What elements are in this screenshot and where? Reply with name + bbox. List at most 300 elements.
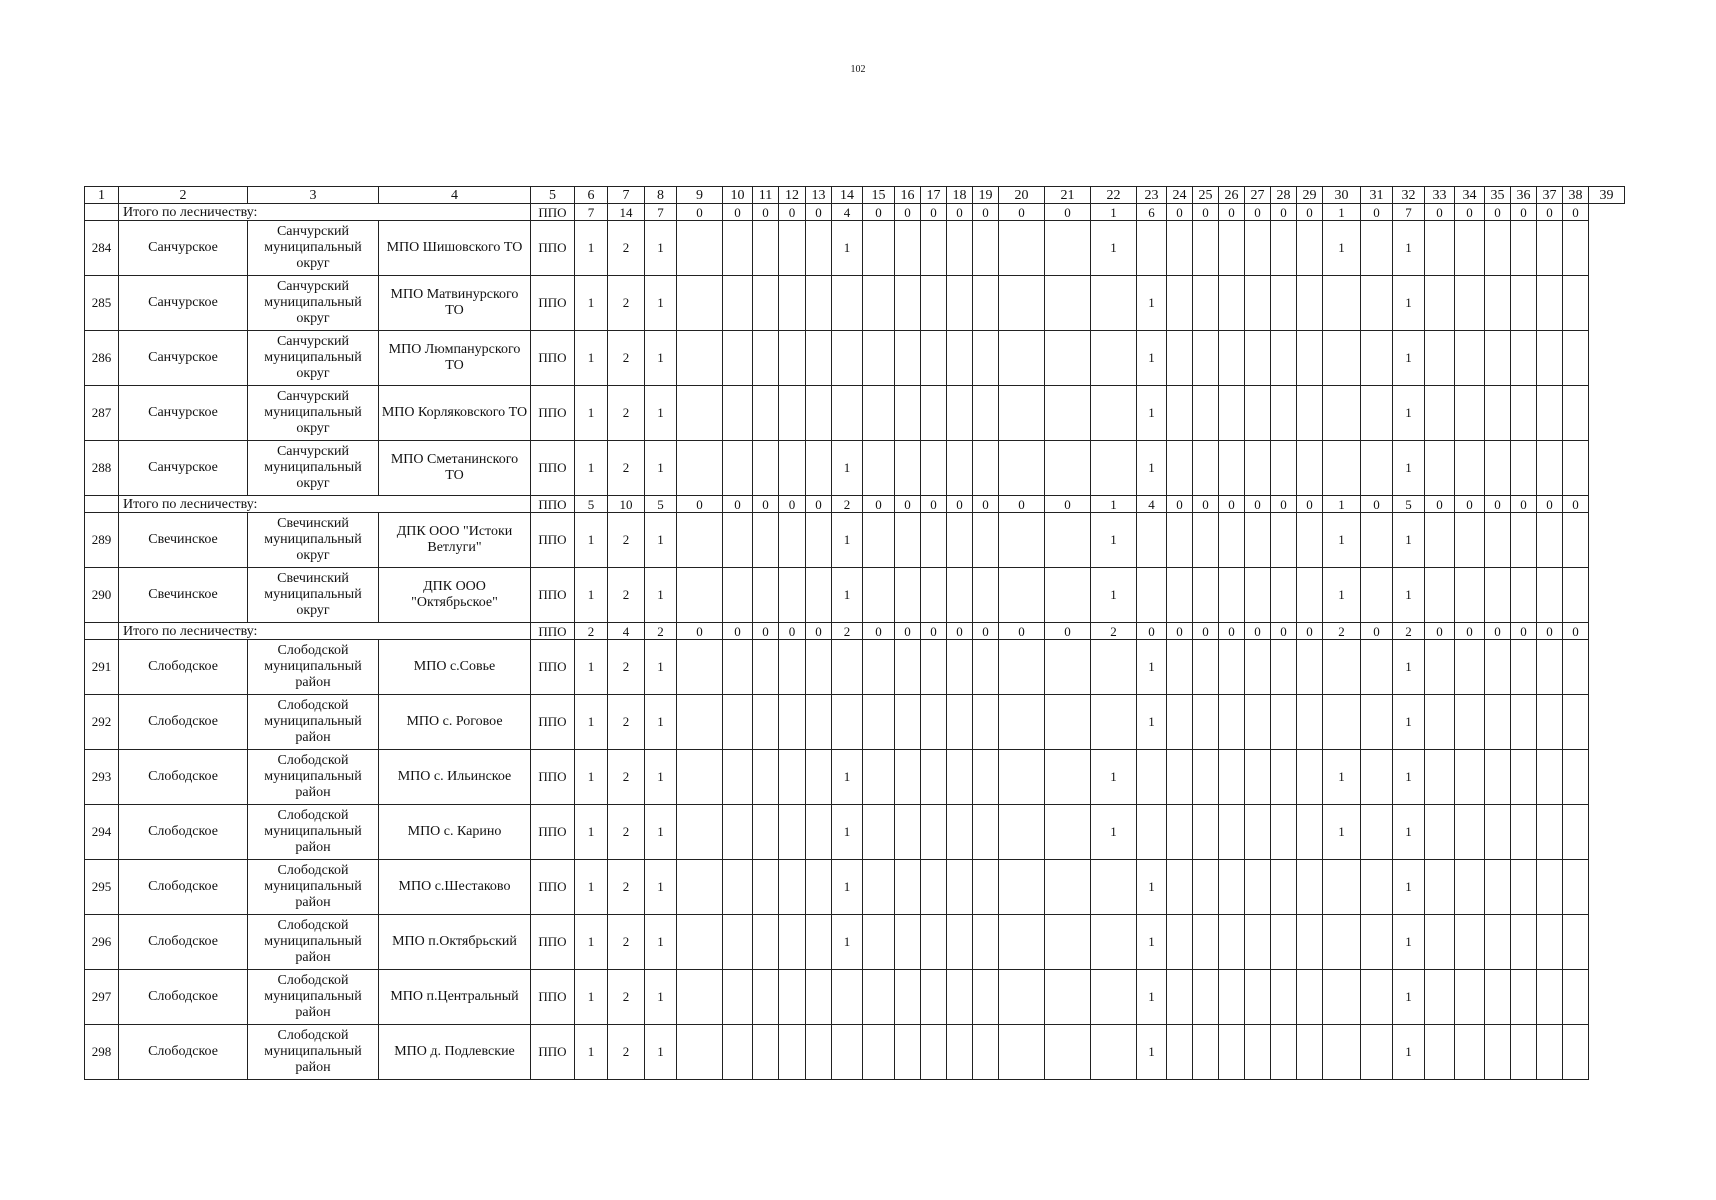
page-number: 102 [850,64,866,75]
table-row [85,441,1625,496]
value-cell [1323,331,1361,386]
municipality-name: Слободской муниципальный район [248,970,379,1025]
empty-cell [85,204,119,221]
value-cell [999,331,1045,386]
municipality-name: Слободской муниципальный район [248,805,379,860]
value-cell: ППО [531,640,575,695]
value-cell: 1 [575,860,608,915]
value-cell: 7 [645,204,677,221]
value-cell [1485,386,1511,441]
value-cell [863,441,895,496]
value-cell [806,386,832,441]
value-cell [1045,860,1091,915]
value-cell: 0 [1511,496,1537,513]
value-cell [1537,276,1563,331]
column-header: 34 [1455,187,1485,204]
value-cell: ППО [531,386,575,441]
value-cell [677,441,723,496]
value-cell [779,221,806,276]
table-row [85,386,1625,441]
value-cell: 0 [973,204,999,221]
value-cell [1425,441,1455,496]
value-cell [677,513,723,568]
value-cell: 0 [999,204,1045,221]
value-cell [1297,276,1323,331]
column-header: 31 [1361,187,1393,204]
value-cell [1425,860,1455,915]
organization-name: МПО Шишовского ТО [379,221,531,276]
value-cell [1219,1025,1245,1080]
column-header: 16 [895,187,921,204]
value-cell [1271,695,1297,750]
value-cell [1167,568,1193,623]
value-cell [1425,805,1455,860]
value-cell [1455,970,1485,1025]
value-cell [1193,221,1219,276]
table-row [85,640,1625,695]
value-cell [1245,276,1271,331]
value-cell [1297,640,1323,695]
value-cell [895,386,921,441]
column-header: 18 [947,187,973,204]
value-cell [1455,640,1485,695]
organization-name: МПО Матвинурского ТО [379,276,531,331]
value-cell: 1 [1091,805,1137,860]
value-cell: 0 [947,496,973,513]
value-cell: 14 [608,204,645,221]
table-row [85,860,1625,915]
row-number: 293 [85,750,119,805]
value-cell: 1 [1137,970,1167,1025]
value-cell [1271,970,1297,1025]
value-cell [1537,640,1563,695]
table-row [85,750,1625,805]
value-cell [779,640,806,695]
value-cell [1511,915,1537,970]
row-number: 298 [85,1025,119,1080]
value-cell [779,276,806,331]
column-header: 30 [1323,187,1361,204]
value-cell [1361,331,1393,386]
value-cell: 0 [1193,623,1219,640]
municipality-name: Слободской муниципальный район [248,860,379,915]
value-cell [999,970,1045,1025]
value-cell [677,331,723,386]
value-cell [1219,568,1245,623]
value-cell: 1 [575,640,608,695]
value-cell [677,386,723,441]
value-cell: 1 [832,750,863,805]
organization-name: МПО д. Подлевские [379,1025,531,1080]
value-cell [753,915,779,970]
value-cell: 0 [863,623,895,640]
municipality-name: Санчурский муниципальный округ [248,386,379,441]
value-cell [1245,805,1271,860]
value-cell [999,860,1045,915]
value-cell [1245,331,1271,386]
value-cell [1425,750,1455,805]
value-cell [1045,915,1091,970]
value-cell [1323,386,1361,441]
value-cell [947,915,973,970]
value-cell: 2 [832,496,863,513]
column-header: 39 [1589,187,1625,204]
value-cell [677,970,723,1025]
value-cell [1245,441,1271,496]
municipality-name: Санчурский муниципальный округ [248,441,379,496]
value-cell: 2 [608,695,645,750]
value-cell: ППО [531,568,575,623]
value-cell: 1 [1393,805,1425,860]
value-cell: 0 [1563,204,1589,221]
value-cell [1219,441,1245,496]
value-cell [1485,441,1511,496]
column-header: 7 [608,187,645,204]
table-row [85,970,1625,1025]
value-cell [1455,695,1485,750]
value-cell: 0 [1511,204,1537,221]
value-cell [1271,513,1297,568]
value-cell [1297,750,1323,805]
column-header: 20 [999,187,1045,204]
value-cell [1455,860,1485,915]
value-cell [1245,750,1271,805]
value-cell [1193,640,1219,695]
value-cell [1245,640,1271,695]
value-cell [779,695,806,750]
forestry-name: Санчурское [119,441,248,496]
value-cell: 0 [1485,204,1511,221]
value-cell: ППО [531,496,575,513]
value-cell: 0 [895,623,921,640]
value-cell [1091,331,1137,386]
value-cell: 1 [1137,860,1167,915]
municipality-name: Санчурский муниципальный округ [248,221,379,276]
column-header: 22 [1091,187,1137,204]
value-cell: 4 [832,204,863,221]
value-cell [921,1025,947,1080]
value-cell [1511,860,1537,915]
value-cell [1271,441,1297,496]
value-cell [895,915,921,970]
value-cell [1511,221,1537,276]
value-cell: 1 [1393,568,1425,623]
value-cell [1193,386,1219,441]
value-cell [1361,640,1393,695]
value-cell: 1 [575,441,608,496]
municipality-name: Слободской муниципальный район [248,695,379,750]
value-cell [1485,695,1511,750]
value-cell: 1 [645,640,677,695]
row-number: 294 [85,805,119,860]
value-cell [1091,386,1137,441]
value-cell [723,915,753,970]
value-cell [863,221,895,276]
value-cell [723,970,753,1025]
value-cell: 0 [973,623,999,640]
value-cell [1537,750,1563,805]
value-cell: 6 [1137,204,1167,221]
value-cell [1511,568,1537,623]
column-header: 10 [723,187,753,204]
value-cell: 1 [832,915,863,970]
value-cell [723,640,753,695]
value-cell [1045,805,1091,860]
organization-name: МПО с. Ильинское [379,750,531,805]
value-cell: 2 [608,860,645,915]
value-cell [973,441,999,496]
value-cell [1167,1025,1193,1080]
value-cell: 1 [645,386,677,441]
value-cell: ППО [531,750,575,805]
value-cell: 1 [832,805,863,860]
value-cell: 1 [1393,750,1425,805]
value-cell [1271,568,1297,623]
value-cell: 1 [1091,750,1137,805]
value-cell [1361,915,1393,970]
value-cell [1511,386,1537,441]
total-label: Итого по лесничеству: [119,496,531,513]
value-cell: 0 [1167,623,1193,640]
value-cell [1271,276,1297,331]
column-header: 32 [1393,187,1425,204]
row-number: 292 [85,695,119,750]
value-cell: 0 [973,496,999,513]
value-cell [1455,915,1485,970]
value-cell: 0 [921,496,947,513]
value-cell [806,970,832,1025]
value-cell [1537,221,1563,276]
value-cell: 0 [947,204,973,221]
column-header: 35 [1485,187,1511,204]
row-number: 290 [85,568,119,623]
row-number: 296 [85,915,119,970]
value-cell [1425,276,1455,331]
value-cell [677,750,723,805]
value-cell: 0 [947,623,973,640]
value-cell [1455,276,1485,331]
value-cell [1455,386,1485,441]
value-cell [921,386,947,441]
value-cell [1511,276,1537,331]
value-cell: 0 [677,623,723,640]
value-cell [973,221,999,276]
value-cell [1563,386,1589,441]
value-cell: 0 [1045,204,1091,221]
value-cell [753,513,779,568]
value-cell [1271,386,1297,441]
value-cell [1297,386,1323,441]
value-cell: 1 [832,513,863,568]
value-cell [921,513,947,568]
value-cell: 0 [1297,623,1323,640]
value-cell [1193,276,1219,331]
value-cell [753,860,779,915]
value-cell: 10 [608,496,645,513]
column-header: 23 [1137,187,1167,204]
forestry-name: Санчурское [119,221,248,276]
value-cell [1485,276,1511,331]
value-cell: 1 [1393,640,1425,695]
value-cell [1271,1025,1297,1080]
value-cell [779,568,806,623]
value-cell: 0 [1167,204,1193,221]
value-cell [1271,860,1297,915]
value-cell [947,276,973,331]
column-header: 19 [973,187,999,204]
value-cell: ППО [531,441,575,496]
value-cell [921,805,947,860]
value-cell [723,805,753,860]
value-cell [779,805,806,860]
value-cell [1425,915,1455,970]
value-cell [1455,1025,1485,1080]
value-cell [999,568,1045,623]
column-header: 36 [1511,187,1537,204]
municipality-name: Санчурский муниципальный округ [248,276,379,331]
column-header: 28 [1271,187,1297,204]
value-cell [1045,640,1091,695]
column-header: 14 [832,187,863,204]
empty-cell [85,496,119,513]
value-cell: 0 [1297,496,1323,513]
value-cell [1563,441,1589,496]
value-cell: 0 [1455,496,1485,513]
forestry-total-row [85,623,1625,640]
value-cell: 0 [863,496,895,513]
forestry-name: Свечинское [119,513,248,568]
value-cell: 1 [1393,860,1425,915]
value-cell [1537,970,1563,1025]
value-cell [921,915,947,970]
value-cell: 1 [1393,386,1425,441]
value-cell: 1 [1323,750,1361,805]
municipality-name: Санчурский муниципальный округ [248,331,379,386]
value-cell: 2 [1323,623,1361,640]
value-cell [1193,915,1219,970]
value-cell [1297,1025,1323,1080]
value-cell [779,970,806,1025]
value-cell: 0 [753,623,779,640]
value-cell: 1 [1393,331,1425,386]
value-cell [973,513,999,568]
value-cell: 2 [1393,623,1425,640]
value-cell [921,568,947,623]
value-cell [1193,805,1219,860]
value-cell [1167,276,1193,331]
value-cell [753,221,779,276]
value-cell [921,750,947,805]
value-cell [1091,970,1137,1025]
forestry-name: Слободское [119,805,248,860]
value-cell [1537,331,1563,386]
value-cell [1297,568,1323,623]
value-cell: 5 [575,496,608,513]
value-cell [1091,860,1137,915]
value-cell: 0 [1297,204,1323,221]
value-cell [973,386,999,441]
value-cell [1091,695,1137,750]
column-header: 5 [531,187,575,204]
value-cell [947,640,973,695]
value-cell [1219,386,1245,441]
value-cell [1537,568,1563,623]
value-cell [1455,750,1485,805]
value-cell: 0 [1537,623,1563,640]
value-cell: 0 [1045,496,1091,513]
value-cell [1167,750,1193,805]
organization-name: МПО с.Совье [379,640,531,695]
value-cell [1563,805,1589,860]
column-header: 25 [1193,187,1219,204]
value-cell [863,695,895,750]
value-cell [832,386,863,441]
value-cell [1167,860,1193,915]
forestry-name: Слободское [119,640,248,695]
table-row [85,1025,1625,1080]
value-cell: 1 [575,386,608,441]
value-cell [863,513,895,568]
value-cell [753,386,779,441]
value-cell [1563,221,1589,276]
value-cell [1537,695,1563,750]
value-cell [806,640,832,695]
value-cell [779,860,806,915]
value-cell: ППО [531,1025,575,1080]
value-cell [1511,805,1537,860]
value-cell [1297,221,1323,276]
value-cell [1485,970,1511,1025]
organization-name: МПО п.Октябрьский [379,915,531,970]
organization-name: ДПК ООО "Истоки Ветлуги" [379,513,531,568]
value-cell: 0 [1361,623,1393,640]
value-cell: 7 [575,204,608,221]
value-cell: 1 [575,331,608,386]
value-cell: 1 [575,276,608,331]
value-cell [677,640,723,695]
total-label: Итого по лесничеству: [119,204,531,221]
value-cell: 2 [832,623,863,640]
value-cell [895,1025,921,1080]
forestry-name: Слободское [119,750,248,805]
value-cell: 2 [608,386,645,441]
value-cell [1485,568,1511,623]
value-cell [1361,568,1393,623]
value-cell [1361,221,1393,276]
value-cell [1563,1025,1589,1080]
forestry-name: Слободское [119,970,248,1025]
value-cell: 1 [1091,513,1137,568]
value-cell [947,386,973,441]
value-cell [806,750,832,805]
value-cell: 7 [1393,204,1425,221]
column-header: 26 [1219,187,1245,204]
value-cell [1045,568,1091,623]
value-cell [947,805,973,860]
value-cell [895,640,921,695]
column-header: 12 [779,187,806,204]
value-cell [1245,1025,1271,1080]
value-cell: 1 [575,513,608,568]
forestry-total-row [85,204,1625,221]
value-cell: 1 [1137,276,1167,331]
value-cell: 1 [1137,441,1167,496]
value-cell [1361,276,1393,331]
value-cell: 1 [575,750,608,805]
value-cell: 1 [1393,221,1425,276]
value-cell [1193,860,1219,915]
column-header: 13 [806,187,832,204]
